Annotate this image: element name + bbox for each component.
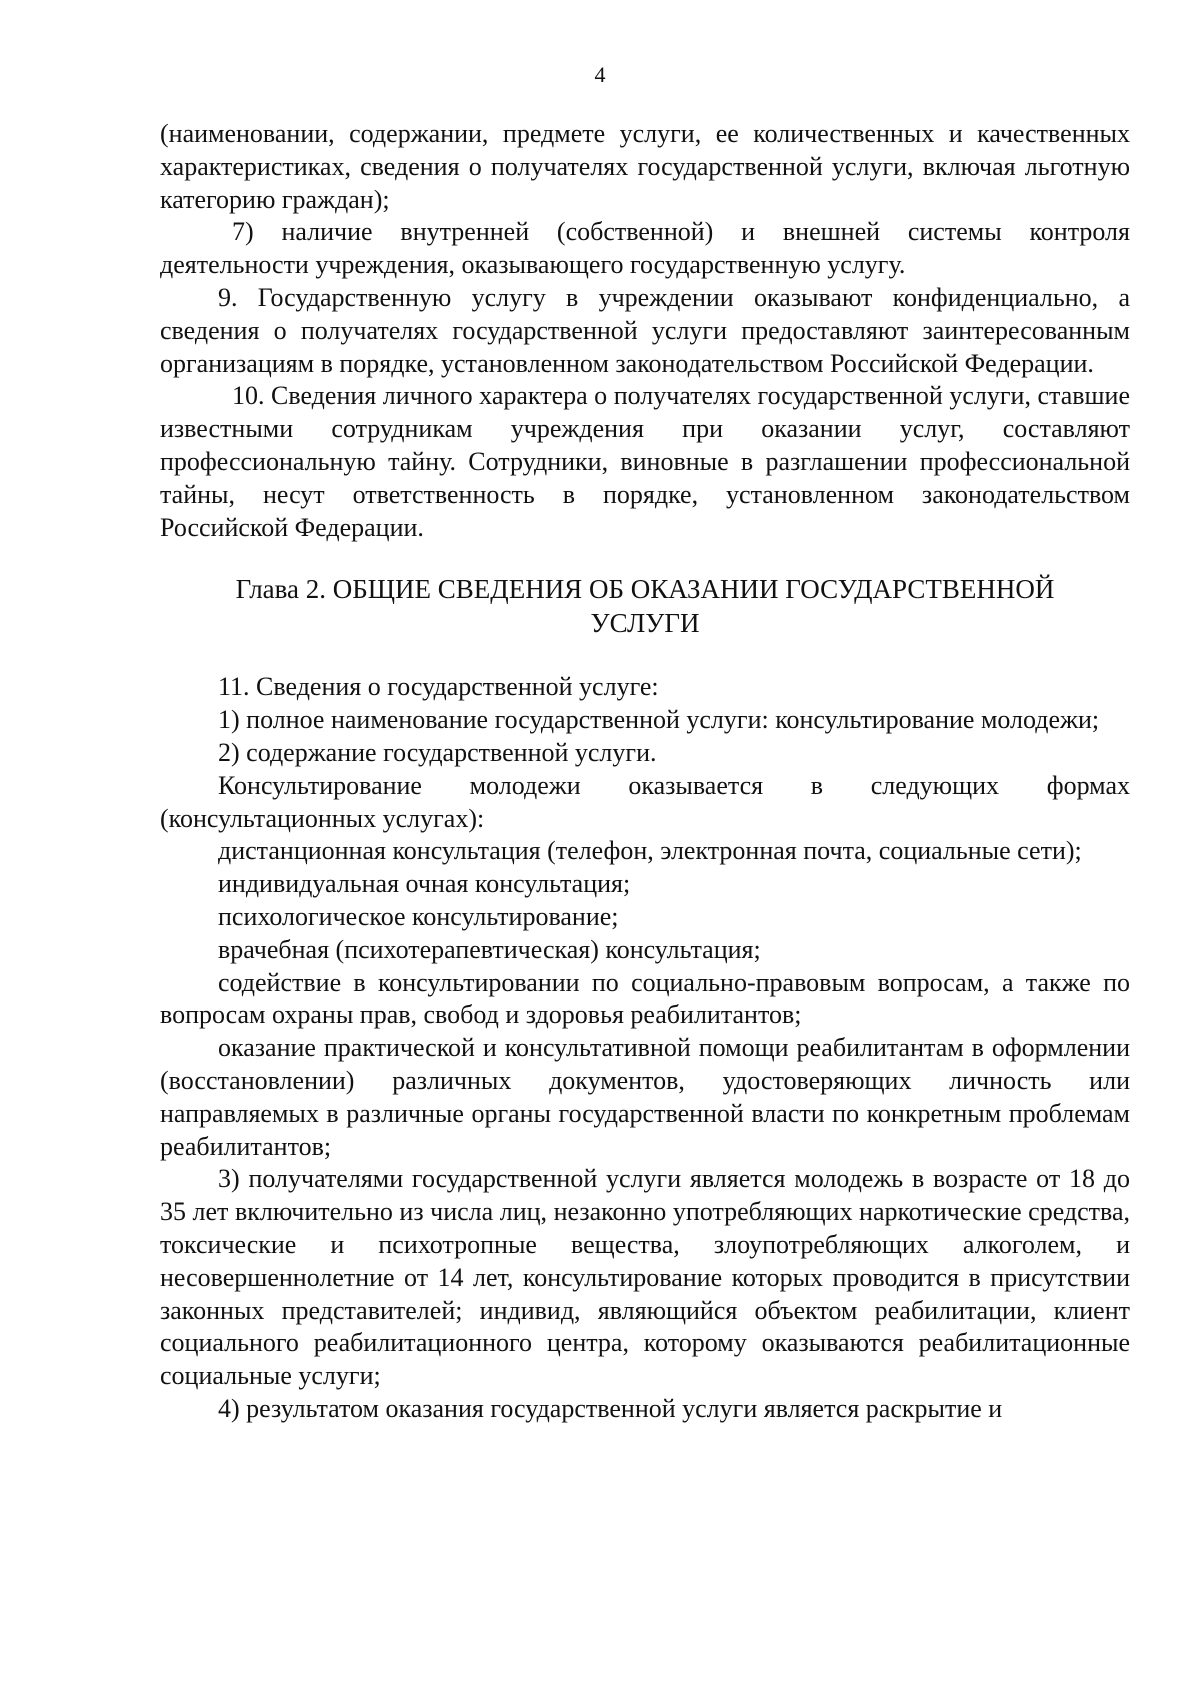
chapter-heading-line1: Глава 2. ОБЩИЕ СВЕДЕНИЯ ОБ ОКАЗАНИИ ГОСУДАРСТВЕННОЙ (235, 574, 1055, 605)
paragraph: Консультирование молодежи оказывается в следующих формах (консультационных услугах): (160, 770, 1130, 833)
paragraph: оказание практической и консультативной помощи реабилитантам в оформлении (восстановлении) различных документов, удостоверяющих личность или направляемых в различные органы государственной власти по конкретным проблемам реабилитантов; (160, 1033, 1130, 1161)
chapter-heading-line2: УСЛУГИ (590, 608, 700, 639)
paragraph: 4) результатом оказания государственной услуги является раскрытие и (218, 1393, 1003, 1423)
paragraph: (наименовании, содержании, предмете услуги, ее количественных и качественных характеристиках, сведения о получателях государственной услуги, включая льготную категорию граждан); (160, 119, 1130, 214)
paragraph: психологическое консультирование; (218, 901, 619, 931)
paragraph: дистанционная консультация (телефон, электронная почта, социальные сети); (218, 836, 1082, 866)
paragraph: 1) полное наименование государственной услуги: консультирование молодежи; (218, 705, 1100, 735)
paragraph: 9. Государственную услугу в учреждении оказывают конфиденциально, а сведения о получателях государственной услуги предоставляют заинтересованным организациям в порядке, установленном законодательством Российской Федерации. (160, 282, 1130, 378)
paragraphs-bottom (160, 671, 1130, 1425)
paragraph: 3) получателями государственной услуги является молодежь в возрасте от 18 до 35 лет включительно из числа лиц, незаконно употребляющих наркотические средства, токсические и психотропные вещества, злоупотребляющих алкоголем, и несовершеннолетние от 14 лет, консультирование которых проводится в присутствии законных представителей; индивид, являющийся объектом реабилитации, клиент социального реабилитационного центра, которому оказываются реабилитационные социальные услуги; (160, 1164, 1130, 1391)
document-body (160, 118, 1130, 1426)
chapter-heading (160, 572, 1130, 640)
paragraph: индивидуальная очная консультация; (218, 869, 631, 899)
paragraph: содействие в консультировании по социально-правовым вопросам, а также по вопросам охраны прав, свобод и здоровья реабилитантов; (160, 967, 1130, 1030)
paragraph: 2) содержание государственной услуги. (218, 737, 657, 767)
paragraph: 7) наличие внутренней (собственной) и внешней системы контроля деятельности учреждения, оказывающего государственную услугу. (160, 217, 1130, 280)
paragraphs-top (160, 118, 1130, 544)
paragraph: 11. Сведения о государственной услуге: (218, 672, 659, 702)
page-number: 4 (594, 62, 606, 87)
paragraph: 10. Сведения личного характера о получателях государственной услуги, ставшие известными сотрудникам учреждения при оказании услуг, составляют профессиональную тайну. Сотрудники, виновные в разглашении профессиональной тайны, несут ответственность в порядке, установленном законодательством Российской Федерации. (160, 381, 1130, 542)
paragraph: врачебная (психотерапевтическая) консультация; (218, 934, 761, 964)
